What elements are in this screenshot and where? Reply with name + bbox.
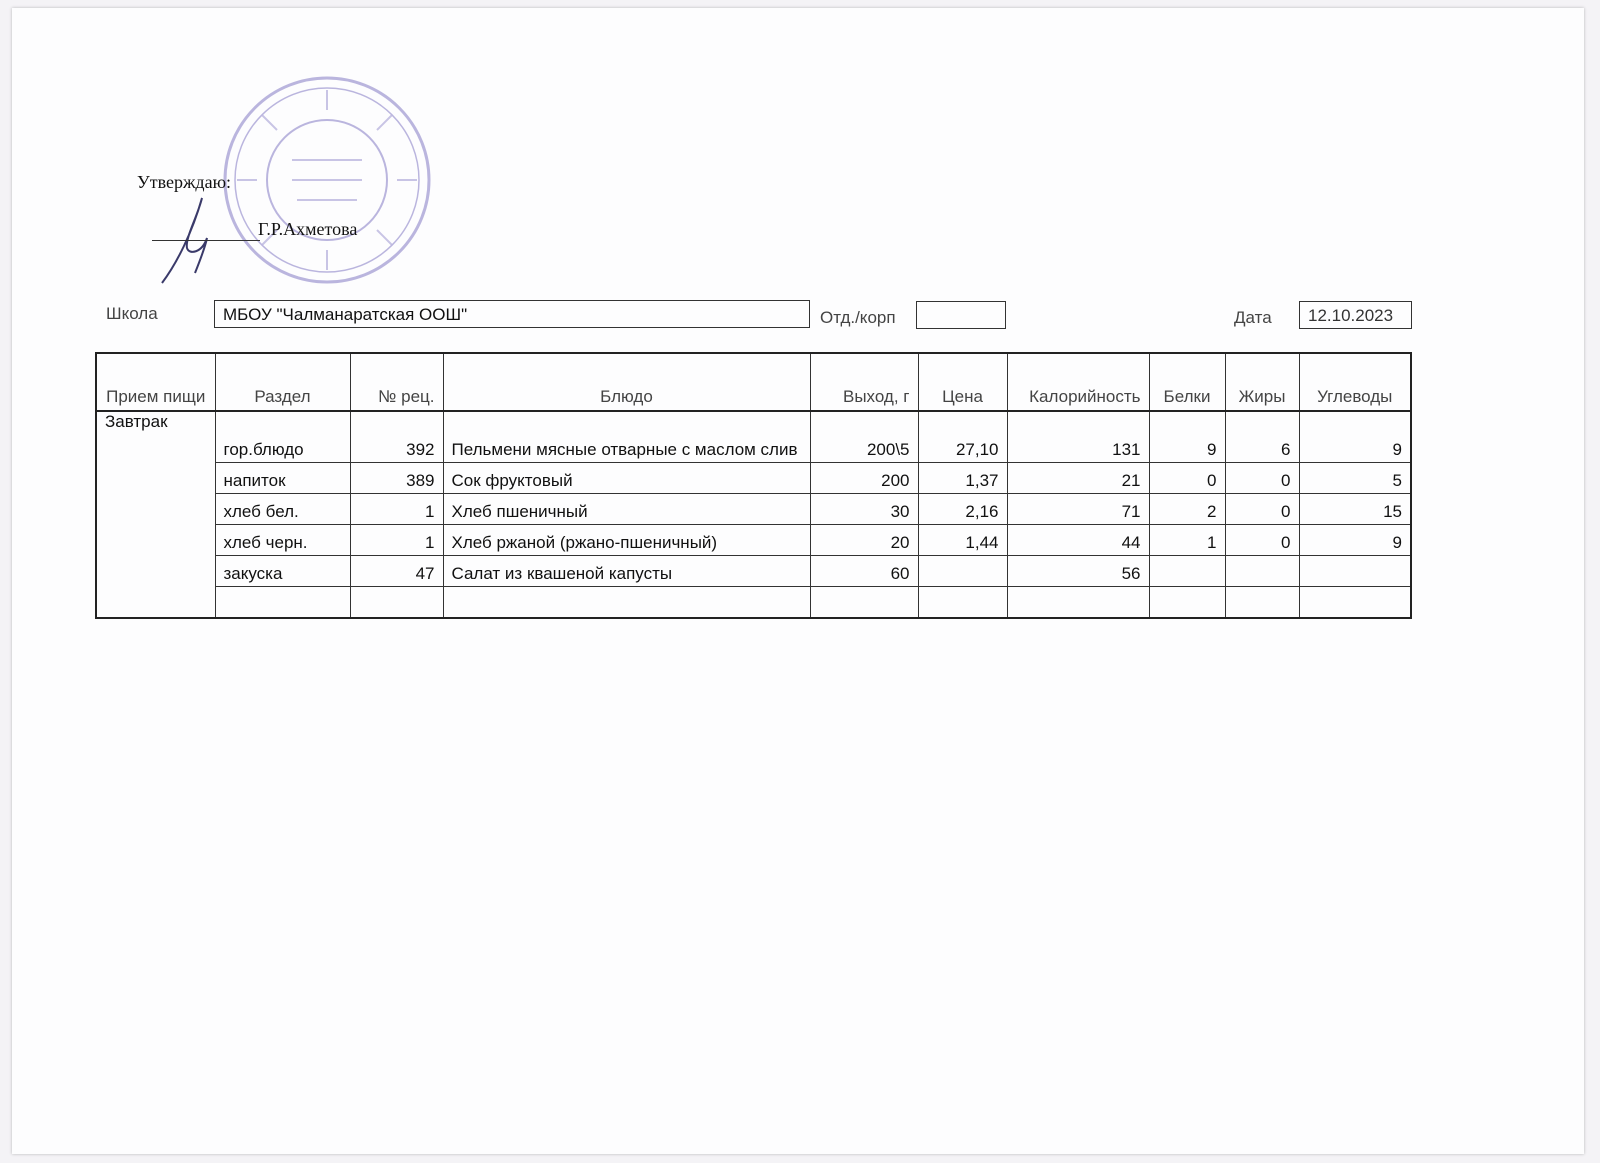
school-label: Школа: [106, 304, 158, 323]
recipe-cell: 1: [350, 494, 443, 525]
school-field: МБОУ "Чалманаратская ООШ": [214, 300, 810, 328]
protein-cell: 0: [1149, 463, 1225, 494]
approval-label: Утверждаю:: [137, 172, 232, 192]
recipe-cell: 1: [350, 525, 443, 556]
dish-cell: Салат из квашеной капусты: [443, 556, 810, 587]
recipe-cell: [350, 587, 443, 619]
fat-cell: 0: [1225, 463, 1299, 494]
yield-cell: [810, 587, 918, 619]
meal-cell: Завтрак: [96, 411, 215, 618]
column-header: № рец.: [350, 353, 443, 411]
column-header: Выход, г: [810, 353, 918, 411]
protein-cell: [1149, 587, 1225, 619]
section-cell: напиток: [215, 463, 350, 494]
protein-cell: 9: [1149, 411, 1225, 463]
dish-cell: Сок фруктовый: [443, 463, 810, 494]
column-header: Белки: [1149, 353, 1225, 411]
section-cell: гор.блюдо: [215, 411, 350, 463]
fat-cell: 6: [1225, 411, 1299, 463]
yield-cell: 200: [810, 463, 918, 494]
section-cell: [215, 587, 350, 619]
calories-cell: 44: [1007, 525, 1149, 556]
dish-cell: Хлеб пшеничный: [443, 494, 810, 525]
dish-cell: Пельмени мясные отварные с маслом слив: [443, 411, 810, 463]
yield-cell: 60: [810, 556, 918, 587]
dept-field: [916, 301, 1006, 329]
column-header: Калорийность: [1007, 353, 1149, 411]
column-header: Блюдо: [443, 353, 810, 411]
table-row: [96, 556, 1411, 587]
official-stamp-icon: [217, 70, 437, 290]
carbs-cell: [1299, 556, 1411, 587]
price-cell: [918, 556, 1007, 587]
recipe-cell: 389: [350, 463, 443, 494]
fat-cell: [1225, 587, 1299, 619]
table-row: [96, 525, 1411, 556]
column-header: Цена: [918, 353, 1007, 411]
price-cell: 2,16: [918, 494, 1007, 525]
signature-line: [152, 240, 260, 241]
dish-cell: [443, 587, 810, 619]
yield-cell: 200\5: [810, 411, 918, 463]
section-cell: хлеб черн.: [215, 525, 350, 556]
price-cell: 1,37: [918, 463, 1007, 494]
protein-cell: 2: [1149, 494, 1225, 525]
recipe-cell: 47: [350, 556, 443, 587]
carbs-cell: 9: [1299, 411, 1411, 463]
protein-cell: 1: [1149, 525, 1225, 556]
table-row: [96, 494, 1411, 525]
carbs-cell: 9: [1299, 525, 1411, 556]
dept-label: Отд./корп: [820, 308, 896, 327]
calories-cell: 131: [1007, 411, 1149, 463]
column-header: Прием пищи: [96, 353, 215, 411]
carbs-cell: 15: [1299, 494, 1411, 525]
table-row: [96, 587, 1411, 619]
column-header: Жиры: [1225, 353, 1299, 411]
section-cell: хлеб бел.: [215, 494, 350, 525]
date-label: Дата: [1234, 308, 1272, 327]
column-header: Углеводы: [1299, 353, 1411, 411]
protein-cell: [1149, 556, 1225, 587]
section-cell: закуска: [215, 556, 350, 587]
table-row: [96, 463, 1411, 494]
price-cell: [918, 587, 1007, 619]
yield-cell: 30: [810, 494, 918, 525]
calories-cell: 71: [1007, 494, 1149, 525]
date-field: 12.10.2023: [1299, 301, 1412, 329]
carbs-cell: 5: [1299, 463, 1411, 494]
yield-cell: 20: [810, 525, 918, 556]
column-header: Раздел: [215, 353, 350, 411]
recipe-cell: 392: [350, 411, 443, 463]
price-cell: 27,10: [918, 411, 1007, 463]
dish-cell: Хлеб ржаной (ржано-пшеничный): [443, 525, 810, 556]
fat-cell: 0: [1225, 494, 1299, 525]
fat-cell: 0: [1225, 525, 1299, 556]
price-cell: 1,44: [918, 525, 1007, 556]
fat-cell: [1225, 556, 1299, 587]
table-row: [96, 411, 1411, 463]
calories-cell: 56: [1007, 556, 1149, 587]
calories-cell: [1007, 587, 1149, 619]
table-header-row: [96, 353, 1411, 411]
calories-cell: 21: [1007, 463, 1149, 494]
signer-name: Г.Р.Ахметова: [258, 219, 358, 239]
menu-table: [95, 352, 1412, 619]
carbs-cell: [1299, 587, 1411, 619]
